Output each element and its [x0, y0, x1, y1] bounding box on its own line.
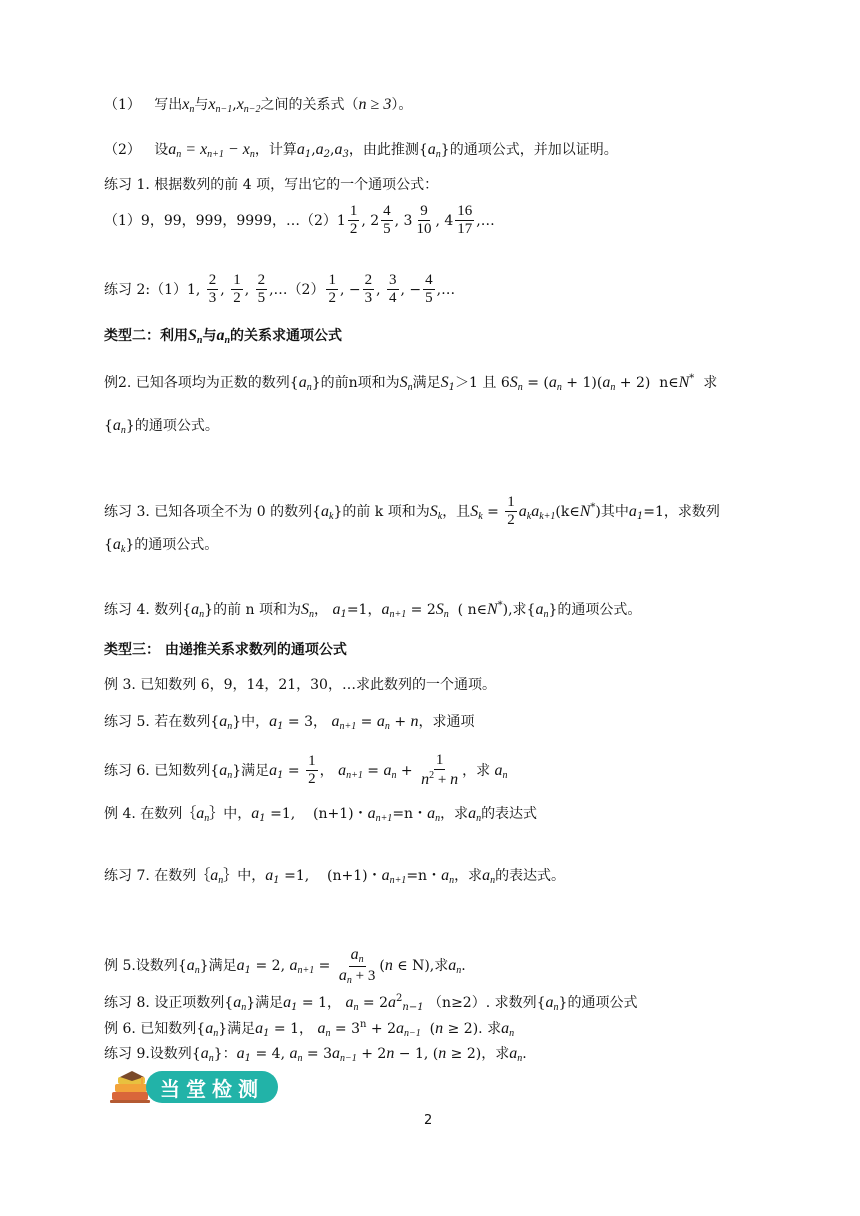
type-2-heading: 类型二：利用$S_n$与$a_n$的关系求通项公式 [104, 327, 343, 346]
exercise-8: 练习 8. 设正项数列$\{a_n\}$满足$a_1 = 1$， $a_n = 2a^2_{n-1}$ （n≥2）. 求数列$\{a_n\}$的通项公式 [104, 993, 638, 1013]
example-3: 例 3. 已知数列 6，9，14，21，30，…求此数列的一个通项。 [104, 677, 496, 693]
page-number: 2 [424, 1113, 433, 1128]
exercise-3-cont: $\{a_k\}$的通项公式。 [104, 536, 219, 555]
type-3-heading: 类型三： 由递推关系求数列的通项公式 [104, 642, 347, 658]
exercise-4: 练习 4. 数列$\{a_n\}$的前 n 项和为$S_n$， $a_1=1$，$a_{n+1} = 2S_n$ ( n∈N*),求$\{a_n\}$的通项公式。 [104, 600, 642, 620]
example-4: 例 4. 在数列$\{a_n\}$中，$a_1 =1$, (n+1)・$a_{n+1}=n$・$a_n$，求$a_n$的表达式 [104, 805, 538, 824]
badge-label: 当堂检测 [146, 1071, 278, 1103]
exercise-7: 练习 7. 在数列$\{a_n\}$中，$a_1 =1$, (n+1)・$a_{n+1}=n$・$a_n$，求$a_n$的表达式。 [104, 867, 566, 886]
exercise-2: 练习 2:（1）1, $\frac{2}{3}$ , $\frac{1}{2}$ , $\frac{2}{5}$ ,…（2） $\frac{1}{2}$ , − $\frac{2}{3}$ , $\frac{3}{4}$ , − $\frac{4}{5}$ ,… [104, 272, 456, 307]
exercise-9: 练习 9.设数列$\{a_n\}$：$a_1 = 4$, $a_n = 3a_{n-1} + 2n - 1$, (n ≥ 2)，求$a_n$. [104, 1045, 527, 1064]
exercise-1: 练习 1. 根据数列的前 4 项，写出它的一个通项公式： [104, 177, 439, 193]
example-5: 例 5.设数列$\{a_n\}$满足$a_1 = 2$, $a_{n+1}$ = $\frac{a_n}{a_n + 3}$ (n ∈ N),求$a_n$. [104, 946, 466, 986]
exercise-6: 练习 6. 已知数列$\{a_n\}$满足$a_1$ = $\frac{1}{2}$ ， $a_{n+1} = a_n$ + $\frac{1}{n^2 + n}$ ，求 $a_n$ [104, 752, 508, 789]
exercise-5: 练习 5. 若在数列$\{a_n\}$中，$a_1 = 3$， $a_{n+1} = a_n + n$，求通项 [104, 713, 475, 732]
exercise-3: 练习 3. 已知各项全不为 0 的数列$\{a_k\}$的前 k 项和为$S_k$，且$S_k$ = $\frac{1}{2}$ $a_ka_{k+1}(k\in N^*)$其中$a_1=1$，求数列 [104, 494, 720, 529]
exercise-1-items: （1）9，99，999，9999，…（2）1 $\frac{1}{2}$ , 2 $\frac{4}{5}$ , 3 $\frac{9}{10}$ , 4 $\frac{16}{17}$ ,… [104, 203, 495, 238]
line-q1: （1） 写出$x_n$与$x_{n-1},x_{n-2}$之间的关系式（n ≥ 3）。 [104, 96, 413, 115]
line-q2: （2） 设$a_n = x_{n+1} - x_n$，计算$a_1,a_2,a_3$，由此推测$\{a_n\}$的通项公式，并加以证明。 [104, 141, 618, 160]
example-2-cont: $\{a_n\}$的通项公式。 [104, 417, 219, 436]
example-6: 例 6. 已知数列$\{a_n\}$满足$a_1 = 1$， $a_n = 3^n + 2a_{n-1}$ (n ≥ 2). 求$a_n$ [104, 1019, 515, 1039]
example-2: 例2. 已知各项均为正数的数列$\{a_n\}$的前n项和为$S_n$满足$S_1>1$ 且 $6S_n = (a_n + 1)(a_n + 2)$ n∈N* 求 [104, 373, 718, 393]
in-class-test-badge [108, 1068, 280, 1106]
